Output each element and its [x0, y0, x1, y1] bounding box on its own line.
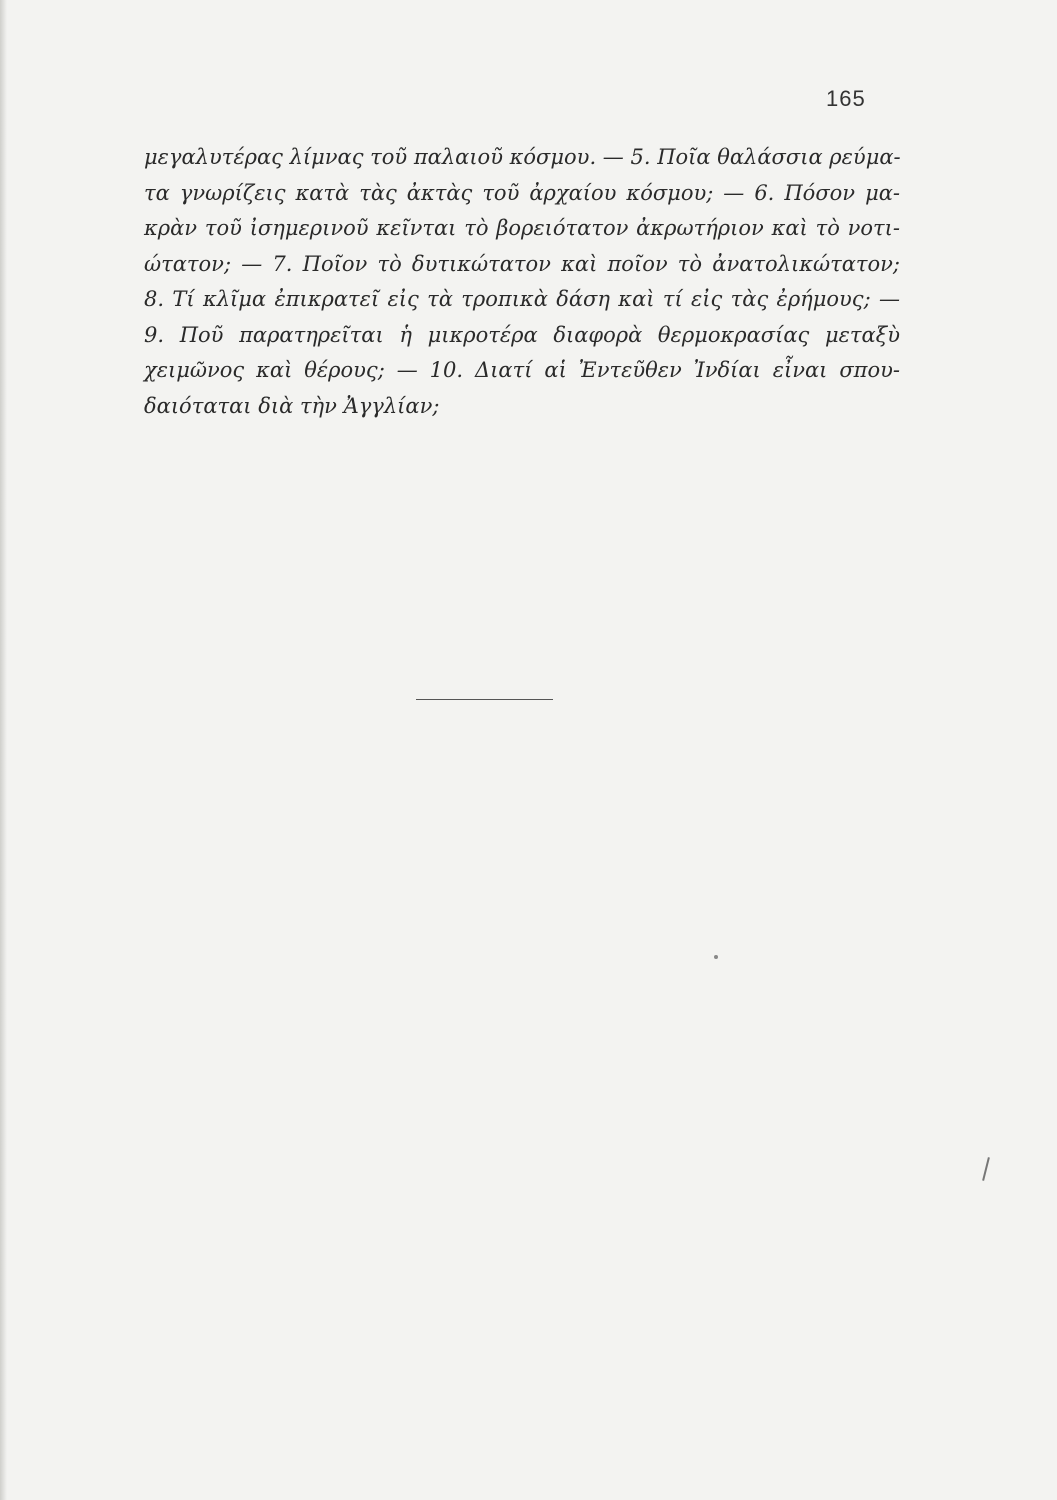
text-line-2: τα γνωρίζεις κατὰ τὰς ἀκτὰς τοῦ ἀρχαίου κόσμου; — 6. Πόσον μα-: [144, 180, 900, 205]
page-edge-shadow: [0, 0, 7, 1500]
text-line-6: 9. Ποῦ παρατηρεῖται ἡ μικροτέρα διαφορὰ θερμοκρασίας μεταξὺ: [144, 322, 900, 347]
question-paragraph: [144, 140, 900, 424]
section-divider-rule: [416, 699, 553, 700]
text-line-7: χειμῶνος καὶ θέρους; — 10. Διατί αἱ Ἐντεῦθεν Ἰνδίαι εἶναι σπου-: [144, 358, 900, 382]
text-line-4: ώτατον; — 7. Ποῖον τὸ δυτικώτατον καὶ ποῖον τὸ ἀνατολικώτατον;: [144, 251, 900, 276]
text-line-8: δαιόταται διὰ τὴν Ἀγγλίαν;: [144, 393, 440, 418]
scan-speck: [714, 955, 718, 959]
text-line-5: 8. Τί κλῖμα ἐπικρατεῖ εἰς τὰ τροπικὰ δάση καὶ τί εἰς τὰς ἐρήμους; —: [144, 287, 900, 311]
text-line-3: κρὰν τοῦ ἰσημερινοῦ κεῖνται τὸ βορειότατον ἀκρωτήριον καὶ τὸ νοτι-: [144, 216, 900, 240]
scan-mark: [982, 1157, 990, 1181]
text-line-1: μεγαλυτέρας λίμνας τοῦ παλαιοῦ κόσμου. — 5. Ποῖα θαλάσσια ρεύμα-: [144, 145, 901, 169]
page-number: 165: [826, 86, 866, 111]
